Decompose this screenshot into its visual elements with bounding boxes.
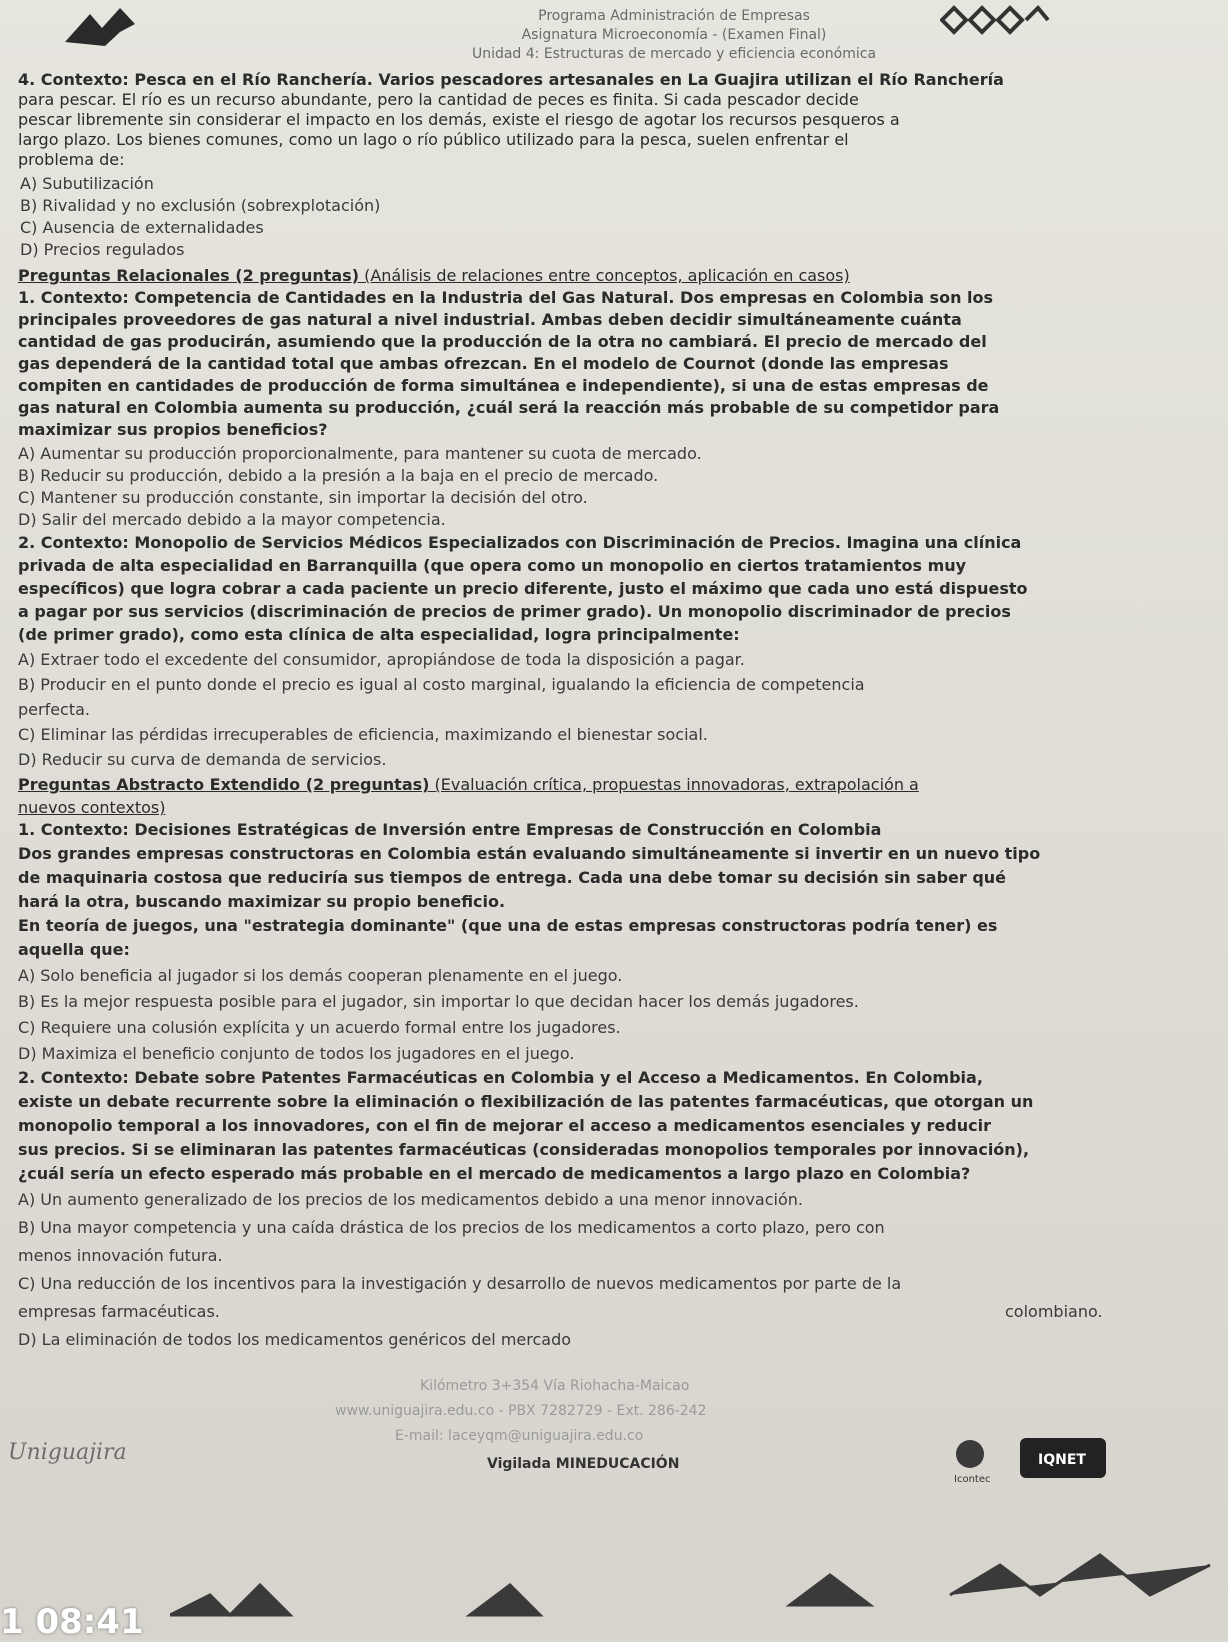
vigilada-label: Vigilada MINEDUCACIÓN <box>487 1456 680 1472</box>
rel-q1-option-b: B) Reducir su producción, debido a la presión a la baja en el precio de mercado. <box>18 466 659 485</box>
section-abstract-heading: Preguntas Abstracto Extendido (2 preguntas) (Evaluación crítica, propuestas innovadoras, extrapolación a <box>18 775 919 794</box>
rel-q1-line: compiten en cantidades de producción de forma simultánea e independiente), si una de estas empresas de <box>18 376 989 395</box>
course-title: Asignatura Microeconomía - (Examen Final) <box>521 27 827 43</box>
abs-q2-line: ¿cuál sería un efecto esperado más probable en el mercado de medicamentos a largo plazo en Colombia? <box>18 1164 971 1183</box>
abs-q2-option-c-cont: empresas farmacéuticas. <box>18 1302 220 1321</box>
rel-q1-option-a: A) Aumentar su producción proporcionalmente, para mantener su cuota de mercado. <box>18 444 702 463</box>
q4-line: 4. Contexto: Pesca en el Río Ranchería. Varios pescadores artesanales en La Guajira utilizan el Río Ranchería <box>18 70 1004 89</box>
svg-text:IQNET: IQNET <box>1038 1452 1086 1468</box>
rel-q2-option-a: A) Extraer todo el excedente del consumidor, apropiándose de toda la disposición a pagar. <box>18 650 745 669</box>
abs-q1-line: Dos grandes empresas constructoras en Colombia están evaluando simultáneamente si invertir en un nuevo tipo <box>18 844 1041 863</box>
q4-option-a: A) Subutilización <box>20 174 154 193</box>
q4-option-b: B) Rivalidad y no exclusión (sobrexplotación) <box>20 196 381 215</box>
q4-line: pescar libremente sin considerar el impacto en los demás, existe el riesgo de agotar los recursos pesqueros a <box>18 110 900 129</box>
rel-q2-option-c: C) Eliminar las pérdidas irrecuperables de eficiencia, maximizando el bienestar social. <box>18 725 708 744</box>
rel-q2-line: 2. Contexto: Monopolio de Servicios Médicos Especializados con Discriminación de Precios. Imagina una clínica <box>18 533 1022 552</box>
unit-title: Unidad 4: Estructuras de mercado y eficiencia económica <box>471 46 877 62</box>
q4-line: para pescar. El río es un recurso abundante, pero la cantidad de peces es finita. Si cada pescador decide <box>18 90 859 109</box>
abs-q1-option-d: D) Maximiza el beneficio conjunto de todos los jugadores en el juego. <box>18 1044 575 1063</box>
rel-q1-line: maximizar sus propios beneficios? <box>18 420 328 439</box>
rel-q1-line: gas dependerá de la cantidad total que ambas ofrezcan. En el modelo de Cournot (donde las empresas <box>18 354 949 373</box>
rel-q1-line: gas natural en Colombia aumenta su producción, ¿cuál será la reacción más probable de su competidor para <box>18 398 1000 417</box>
uniguajira-logo: Uniguajira <box>8 1440 127 1465</box>
certification-badges-icon <box>930 1432 1130 1502</box>
footer-address: Kilómetro 3+354 Vía Riohacha-Maicao <box>420 1378 690 1394</box>
abs-q2-option-d: D) La eliminación de todos los medicamentos genéricos del mercado <box>18 1330 572 1349</box>
section-relational-heading: Preguntas Relacionales (2 preguntas) (Análisis de relaciones entre conceptos, aplicación en casos) <box>18 266 850 285</box>
q4-option-c: C) Ausencia de externalidades <box>20 218 264 237</box>
rel-q2-line: privada de alta especialidad en Barranquilla (que opera como un monopolio en ciertos tratamientos muy <box>18 556 967 575</box>
q4-line: largo plazo. Los bienes comunes, como un lago o río público utilizado para la pesca, suelen enfrentar el <box>18 130 849 149</box>
footer-web: www.uniguajira.edu.co - PBX 7282729 - Ext. 286-242 <box>335 1403 707 1419</box>
rel-q2-option-b: B) Producir en el punto donde el precio es igual al costo marginal, igualando la eficiencia de competencia <box>18 675 865 694</box>
rel-q2-option-b-cont: perfecta. <box>18 700 91 719</box>
rel-q2-line: (de primer grado), como esta clínica de alta especialidad, logra principalmente: <box>18 625 740 644</box>
abs-q1-line: En teoría de juegos, una "estrategia dominante" (que una de estas empresas constructoras podría tener) es <box>18 916 998 935</box>
abs-q1-option-b: B) Es la mejor respuesta posible para el jugador, sin importar lo que decidan hacer los demás jugadores. <box>18 992 859 1011</box>
wayuu-bottom-pattern-icon <box>170 1535 1228 1640</box>
abs-q1-option-c: C) Requiere una colusión explícita y un acuerdo formal entre los jugadores. <box>18 1018 621 1037</box>
abs-q2-option-c: C) Una reducción de los incentivos para la investigación y desarrollo de nuevos medicamentos por parte de la <box>18 1274 902 1293</box>
abs-q2-line: monopolio temporal a los innovadores, con el fin de mejorar el acceso a medicamentos esenciales y reducir <box>18 1116 991 1135</box>
abs-q1-line: aquella que: <box>18 940 130 959</box>
rel-q1-option-d: D) Salir del mercado debido a la mayor competencia. <box>18 510 446 529</box>
abs-q2-option-b-cont: menos innovación futura. <box>18 1246 223 1265</box>
rel-q1-line: cantidad de gas producirán, asumiendo que la producción de la otra no cambiará. El precio de mercado del <box>18 332 987 351</box>
rel-q2-line: específicos) que logra cobrar a cada paciente un precio diferente, justo el máximo que cada uno está dispuesto <box>18 579 1028 598</box>
rel-q2-option-d: D) Reducir su curva de demanda de servicios. <box>18 750 387 769</box>
q4-line: problema de: <box>18 150 125 169</box>
rel-q1-option-c: C) Mantener su producción constante, sin importar la decisión del otro. <box>18 488 588 507</box>
abs-q2-line: sus precios. Si se eliminaran las patentes farmacéuticas (consideradas monopolios temporales por innovación), <box>18 1140 1030 1159</box>
abs-q2-option-b: B) Una mayor competencia y una caída drástica de los precios de los medicamentos a corto plazo, pero con <box>18 1218 885 1237</box>
svg-text:Icontec: Icontec <box>954 1474 991 1485</box>
program-title: Programa Administración de Empresas <box>538 8 810 24</box>
q4-option-d: D) Precios regulados <box>20 240 185 259</box>
screen-clock: 1 08:41 <box>0 1602 144 1642</box>
abs-q1-line: hará la otra, buscando maximizar su propio beneficio. <box>18 892 506 911</box>
abs-q1-line: 1. Contexto: Decisiones Estratégicas de Inversión entre Empresas de Construcción en Colombia <box>18 820 882 839</box>
footer-email: E-mail: laceyqm@uniguajira.edu.co <box>395 1428 644 1444</box>
section-abstract-heading-cont: nuevos contextos) <box>18 798 166 817</box>
abs-q2-line: existe un debate recurrente sobre la eliminación o flexibilización de las patentes farmacéuticas, que otorgan un <box>18 1092 1034 1111</box>
abs-q1-line: de maquinaria costosa que reduciría sus tiempos de entrega. Cada una debe tomar su decisión sin saber qué <box>18 868 1007 887</box>
rel-q1-line: principales proveedores de gas natural a nivel industrial. Ambas deben decidir simultáneamente cuánta <box>18 310 962 329</box>
abs-q2-line: 2. Contexto: Debate sobre Patentes Farmacéuticas en Colombia y el Acceso a Medicamentos. En Colombia, <box>18 1068 983 1087</box>
abs-q1-option-a: A) Solo beneficia al jugador si los demás cooperan plenamente en el juego. <box>18 966 623 985</box>
rel-q1-line: 1. Contexto: Competencia de Cantidades en la Industria del Gas Natural. Dos empresas en Colombia son los <box>18 288 994 307</box>
abs-q2-option-d-cont: colombiano. <box>1005 1302 1103 1321</box>
rel-q2-line: a pagar por sus servicios (discriminación de precios de primer grado). Un monopolio discriminador de precios <box>18 602 1011 621</box>
abs-q2-option-a: A) Un aumento generalizado de los precios de los medicamentos debido a una menor innovación. <box>18 1190 803 1209</box>
